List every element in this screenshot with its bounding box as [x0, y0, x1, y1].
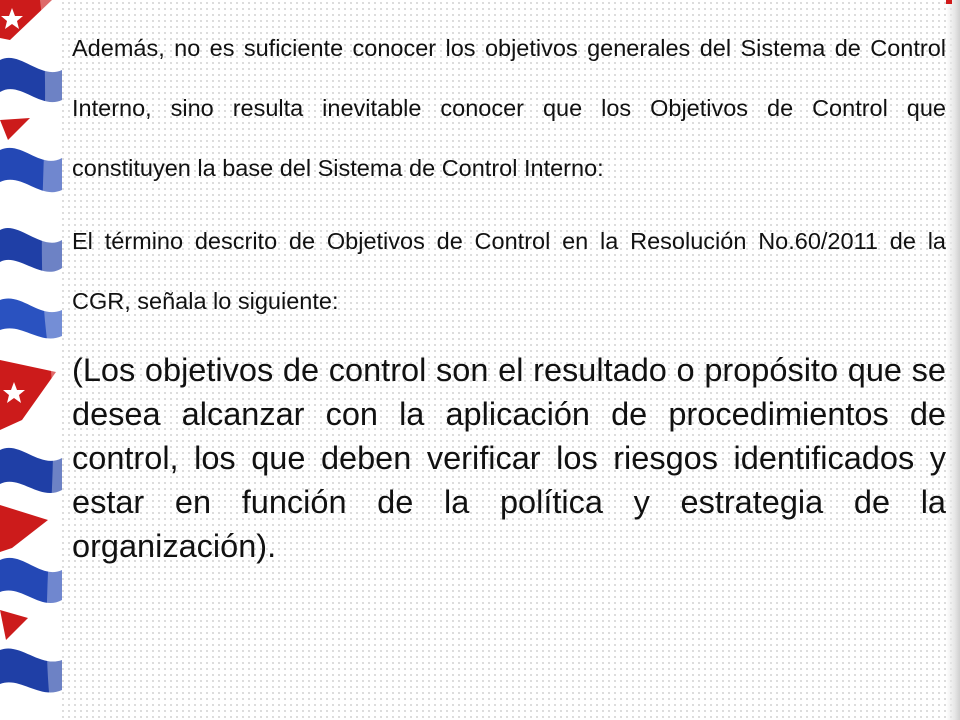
slide-text-body: [72, 18, 946, 568]
quote-paragraph: (Los objetivos de control son el resultado o propósito que se desea alcanzar con la aplicación de procedimientos de control, los que deben verificar los riesgos identificados y estar en función de la política y estrategia de la organización).: [72, 352, 946, 564]
corner-mark: [946, 0, 952, 4]
slide-edge-shadow: [946, 0, 960, 720]
intro-paragraph: Además, no es suficiente conocer los objetivos generales del Sistema de Control Interno, sino resulta inevitable conocer que los Objetivos de Control que constituyen la base del Sistema de Control Interno:: [72, 35, 946, 181]
reference-paragraph: El término descrito de Objetivos de Control en la Resolución No.60/2011 de la CGR, señala lo siguiente:: [72, 228, 946, 314]
cuban-flag-icon: [0, 0, 62, 720]
